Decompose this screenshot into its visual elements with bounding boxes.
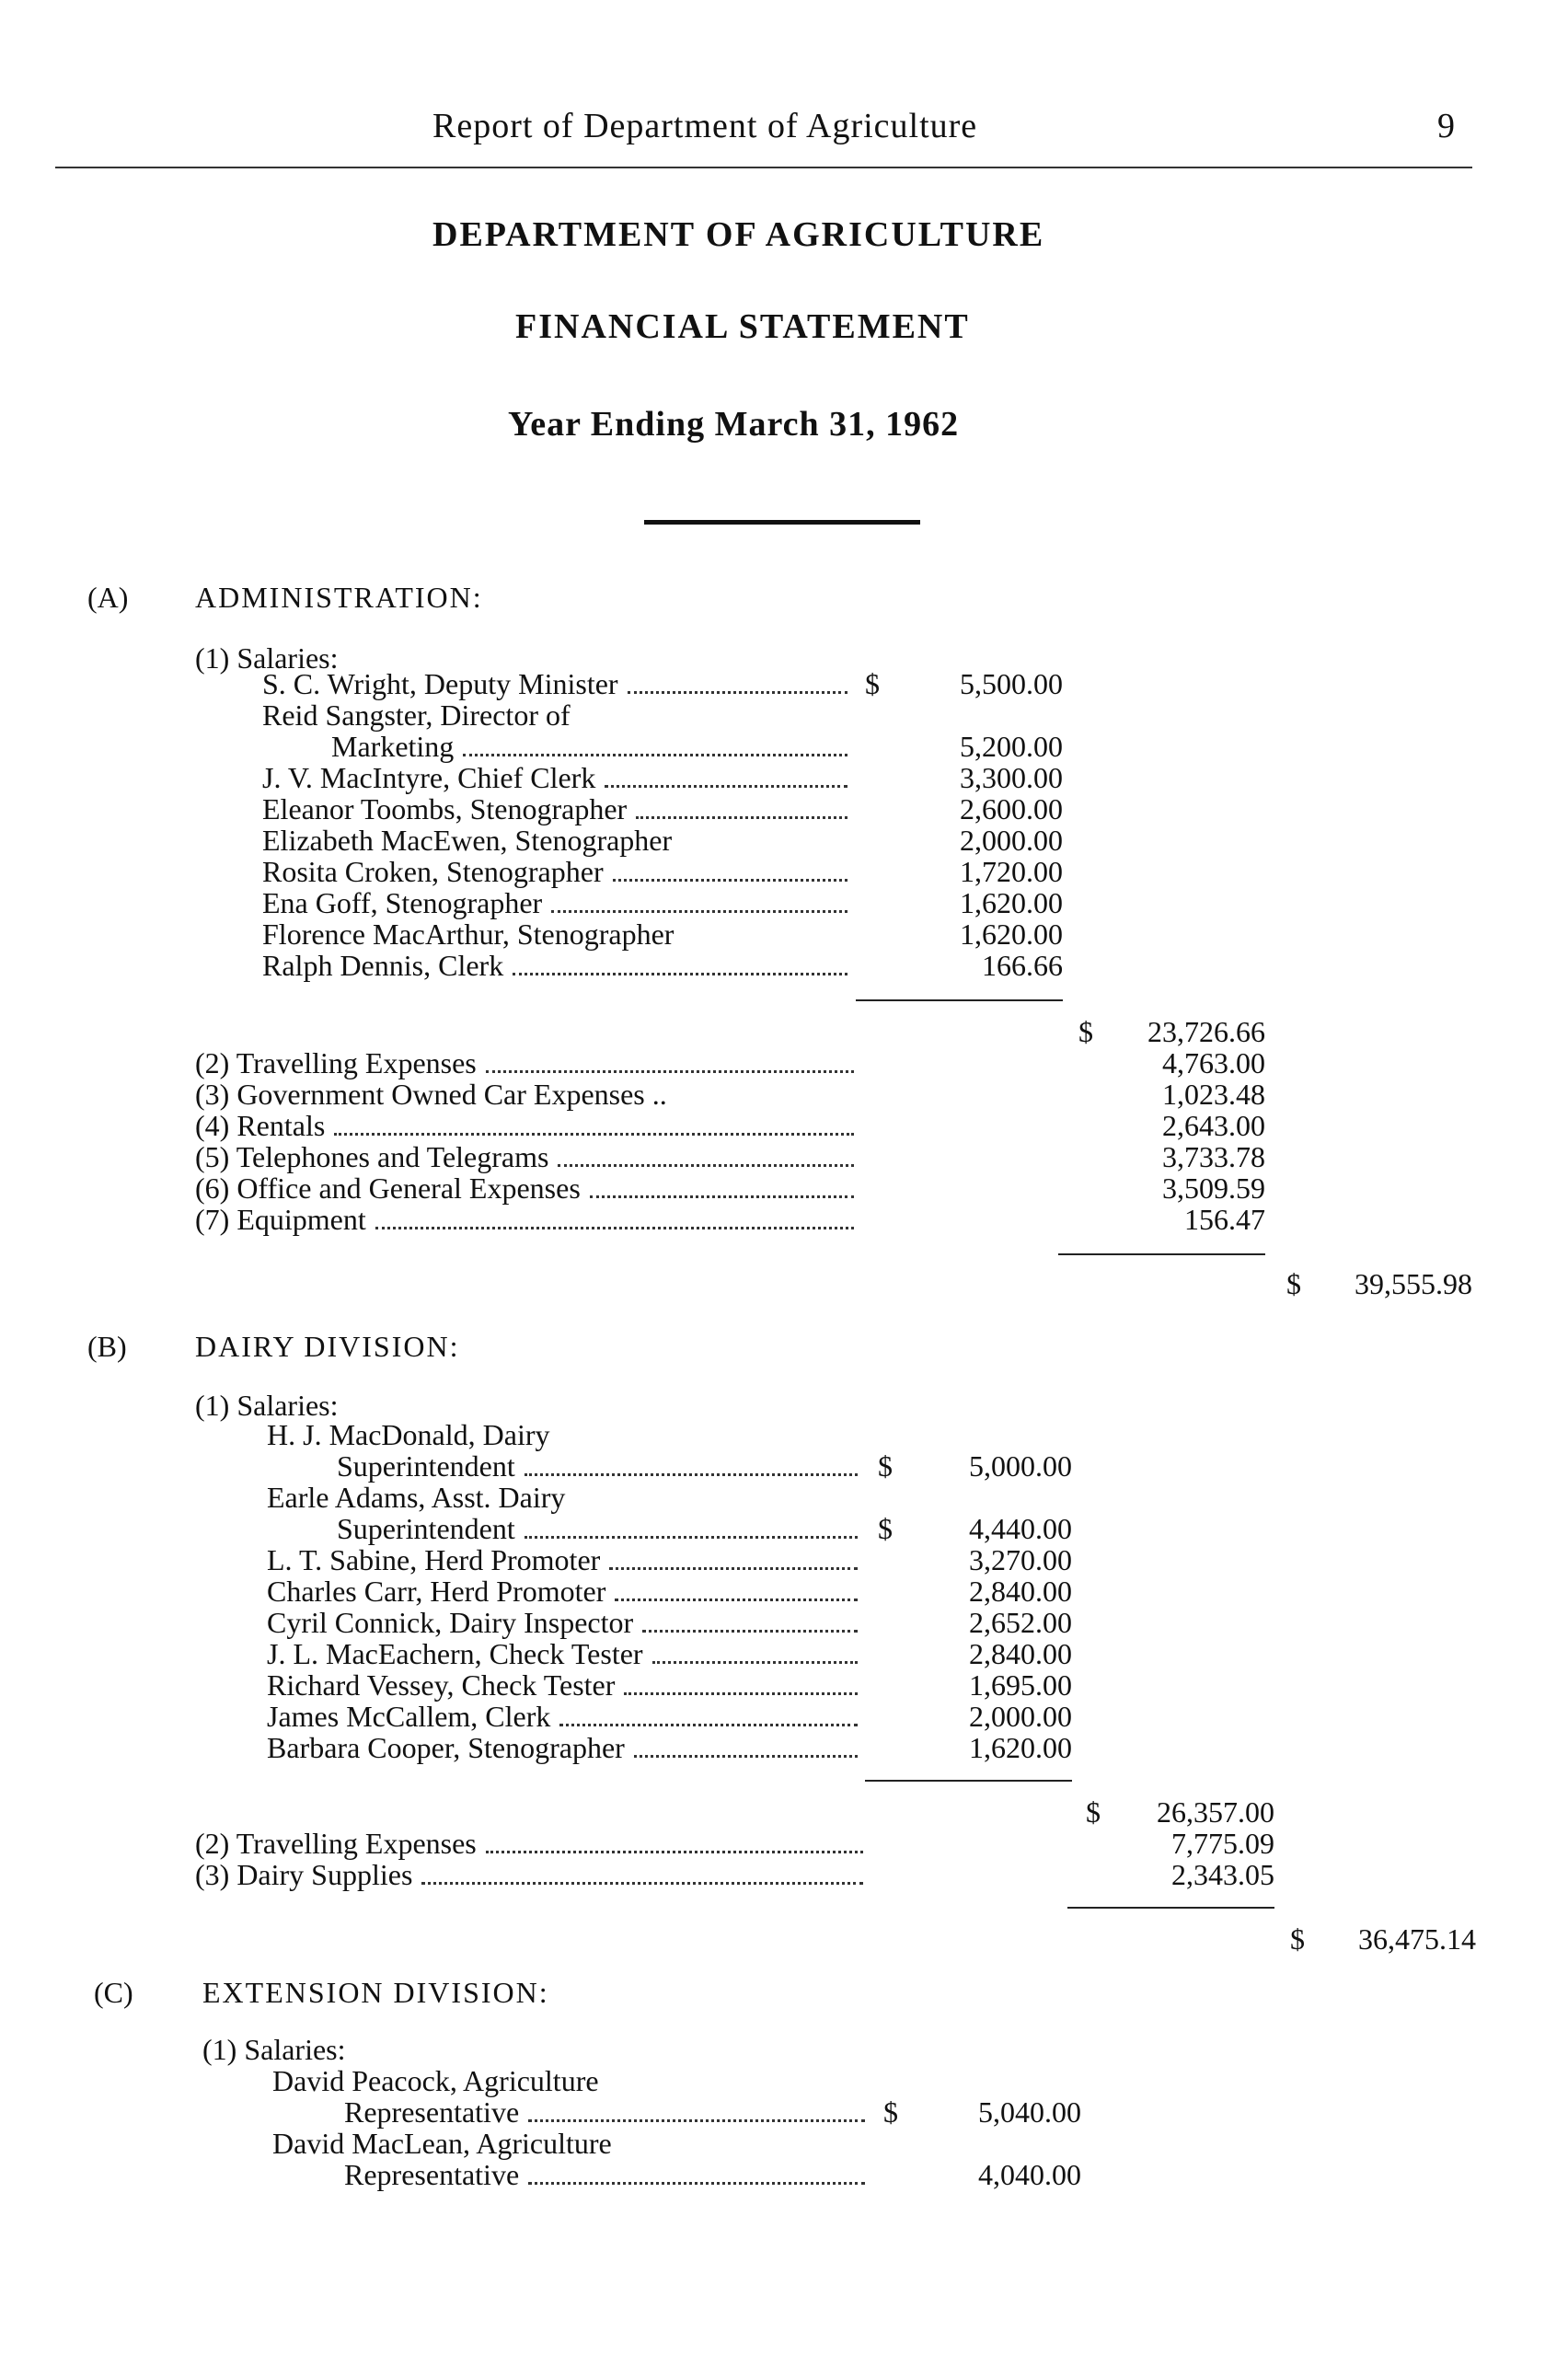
salary-row	[267, 1669, 861, 1701]
salary-name: Ralph Dennis, Clerk	[262, 949, 504, 982]
salary-row	[337, 1450, 861, 1482]
dot-leader	[624, 1683, 858, 1695]
salary-amount: 5,000.00	[969, 1449, 1072, 1483]
salary-row	[337, 1513, 861, 1544]
dot-leader	[559, 1714, 858, 1726]
section-c-letter: (C)	[94, 1976, 133, 2009]
salary-amount: 2,840.00	[969, 1575, 1072, 1608]
dot-leader	[590, 1186, 854, 1198]
salary-row	[262, 793, 851, 825]
salary-name-continued: Representative	[344, 2095, 520, 2129]
salary-row	[331, 731, 851, 762]
dot-leader	[605, 776, 847, 788]
expense-label: (3) Government Owned Car Expenses ..	[195, 1078, 667, 1111]
expense-row	[195, 1110, 858, 1141]
dot-leader	[628, 682, 847, 694]
dollar-sign: $	[1086, 1795, 1101, 1829]
salary-name: Eleanor Toombs, Stenographer	[262, 792, 628, 825]
subtotal-rule	[1067, 1907, 1274, 1909]
salary-amount: 1,695.00	[969, 1668, 1072, 1702]
title-rule	[644, 520, 920, 525]
dot-leader	[525, 1527, 858, 1539]
salary-amount: 4,040.00	[978, 2158, 1081, 2191]
salary-name: L. T. Sabine, Herd Promoter	[267, 1543, 601, 1576]
salary-name: Earle Adams, Asst. Dairy	[267, 1481, 566, 1514]
salary-name: Florence MacArthur, Stenographer	[262, 918, 674, 951]
dot-leader	[528, 2173, 865, 2185]
dollar-sign: $	[865, 667, 880, 700]
salary-row	[267, 1575, 861, 1607]
section-b-heading: DAIRY DIVISION:	[195, 1330, 460, 1363]
section-b-total: 36,475.14	[1358, 1922, 1476, 1956]
statement-title: FINANCIAL STATEMENT	[515, 307, 970, 346]
salary-row	[267, 1544, 861, 1575]
expense-amount: 156.47	[1184, 1203, 1265, 1236]
expense-label: (2) Travelling Expenses	[195, 1827, 477, 1860]
department-title: DEPARTMENT OF AGRICULTURE	[432, 215, 1045, 254]
section-c-heading: EXTENSION DIVISION:	[202, 1976, 549, 2009]
dot-leader	[551, 901, 847, 913]
salary-amount: 1,620.00	[969, 1731, 1072, 1764]
salary-name: Elizabeth MacEwen, Stenographer	[262, 824, 673, 857]
expense-row	[195, 1204, 858, 1235]
salary-name: Richard Vessey, Check Tester	[267, 1668, 616, 1702]
salary-name-continued: Superintendent	[337, 1449, 515, 1483]
salary-name: Reid Sangster, Director of	[262, 698, 571, 732]
salary-amount: 2,000.00	[969, 1700, 1072, 1733]
section-a-total: 39,555.98	[1355, 1267, 1472, 1300]
subtotal-rule	[856, 999, 1063, 1001]
dot-leader	[634, 1746, 858, 1758]
subtotal-rule	[865, 1780, 1072, 1782]
dollar-sign: $	[878, 1449, 893, 1483]
salary-amount: 5,040.00	[978, 2095, 1081, 2129]
salary-row	[262, 856, 851, 887]
salary-amount: 1,620.00	[960, 886, 1063, 919]
dot-leader	[642, 1621, 858, 1633]
salary-name: James McCallem, Clerk	[267, 1700, 551, 1733]
dot-leader	[609, 1558, 858, 1570]
salary-amount: 2,600.00	[960, 792, 1063, 825]
dollar-sign: $	[878, 1512, 893, 1545]
expense-label: (4) Rentals	[195, 1109, 326, 1142]
salary-row	[267, 1607, 861, 1638]
salary-row	[267, 1638, 861, 1669]
dot-leader	[486, 1841, 863, 1853]
salary-amount: 166.66	[982, 949, 1063, 982]
dot-leader	[463, 744, 847, 756]
running-title: Report of Department of Agriculture	[432, 107, 978, 145]
header-rule	[55, 167, 1472, 168]
dot-leader	[421, 1873, 863, 1885]
expense-label: (6) Office and General Expenses	[195, 1171, 581, 1205]
salaries-subtotal: 23,726.66	[1147, 1015, 1265, 1048]
salary-row	[267, 1732, 861, 1763]
dot-leader	[613, 870, 847, 882]
expense-row	[195, 1859, 867, 1890]
salary-name: S. C. Wright, Deputy Minister	[262, 667, 618, 700]
section-c-salaries-label: (1) Salaries:	[202, 2033, 346, 2066]
salary-row	[262, 762, 851, 793]
expense-row	[195, 1047, 858, 1079]
salary-name: J. L. MacEachern, Check Tester	[267, 1637, 643, 1670]
salary-amount: 3,300.00	[960, 761, 1063, 794]
section-a-letter: (A)	[87, 581, 129, 614]
salary-amount: 1,720.00	[960, 855, 1063, 888]
expense-row	[195, 1172, 858, 1204]
salary-name-continued: Marketing	[331, 730, 455, 763]
year-title: Year Ending March 31, 1962	[508, 405, 960, 444]
expense-amount: 1,023.48	[1162, 1078, 1265, 1111]
dot-leader	[615, 1589, 858, 1601]
expense-label: (2) Travelling Expenses	[195, 1046, 477, 1079]
expense-amount: 3,509.59	[1162, 1171, 1265, 1205]
expense-row	[195, 1828, 867, 1859]
salary-amount: 1,620.00	[960, 918, 1063, 951]
salary-amount: 3,270.00	[969, 1543, 1072, 1576]
dollar-sign: $	[1286, 1267, 1301, 1300]
salary-name-continued: Representative	[344, 2158, 520, 2191]
section-a-salaries-label: (1) Salaries:	[195, 641, 339, 675]
expense-amount: 2,643.00	[1162, 1109, 1265, 1142]
salary-amount: 5,200.00	[960, 730, 1063, 763]
expense-label: (7) Equipment	[195, 1203, 366, 1236]
dot-leader	[558, 1155, 854, 1167]
dot-leader	[375, 1218, 854, 1229]
dot-leader	[334, 1124, 854, 1136]
salary-name: Rosita Croken, Stenographer	[262, 855, 604, 888]
salary-amount: 5,500.00	[960, 667, 1063, 700]
dot-leader	[525, 1464, 858, 1476]
salary-name: J. V. MacIntyre, Chief Clerk	[262, 761, 596, 794]
salary-amount: 2,000.00	[960, 824, 1063, 857]
dollar-sign: $	[1078, 1015, 1093, 1048]
salary-row	[344, 2159, 869, 2190]
expense-amount: 2,343.05	[1171, 1858, 1274, 1891]
subtotal-rule	[1058, 1253, 1265, 1255]
expense-row	[195, 1141, 858, 1172]
salary-name: Barbara Cooper, Stenographer	[267, 1731, 625, 1764]
salary-amount: 2,840.00	[969, 1637, 1072, 1670]
expense-label: (3) Dairy Supplies	[195, 1858, 413, 1891]
salary-name-continued: Superintendent	[337, 1512, 515, 1545]
dollar-sign: $	[1290, 1922, 1305, 1956]
page-number: 9	[1437, 107, 1455, 145]
salary-name: Ena Goff, Stenographer	[262, 886, 543, 919]
section-b-letter: (B)	[87, 1330, 127, 1363]
dot-leader	[486, 1061, 854, 1073]
salary-name: Charles Carr, Herd Promoter	[267, 1575, 606, 1608]
salary-name: David Peacock, Agriculture	[272, 2064, 599, 2097]
salary-name: David MacLean, Agriculture	[272, 2127, 612, 2160]
expense-amount: 3,733.78	[1162, 1140, 1265, 1173]
dot-leader	[528, 2110, 865, 2122]
salary-name: Cyril Connick, Dairy Inspector	[267, 1606, 634, 1639]
dot-leader	[636, 807, 847, 819]
expense-amount: 7,775.09	[1171, 1827, 1274, 1860]
salary-row	[262, 668, 851, 699]
salary-amount: 4,440.00	[969, 1512, 1072, 1545]
expense-amount: 4,763.00	[1162, 1046, 1265, 1079]
dot-leader	[513, 964, 847, 975]
salary-row	[267, 1701, 861, 1732]
section-b-salaries-label: (1) Salaries:	[195, 1389, 339, 1422]
dollar-sign: $	[883, 2095, 898, 2129]
salary-row	[262, 887, 851, 918]
salary-name: H. J. MacDonald, Dairy	[267, 1418, 550, 1451]
section-a-heading: ADMINISTRATION:	[195, 581, 483, 614]
dot-leader	[652, 1652, 858, 1664]
salary-row	[262, 950, 851, 981]
salaries-subtotal: 26,357.00	[1157, 1795, 1274, 1829]
expense-label: (5) Telephones and Telegrams	[195, 1140, 549, 1173]
salary-amount: 2,652.00	[969, 1606, 1072, 1639]
salary-row	[344, 2096, 869, 2128]
